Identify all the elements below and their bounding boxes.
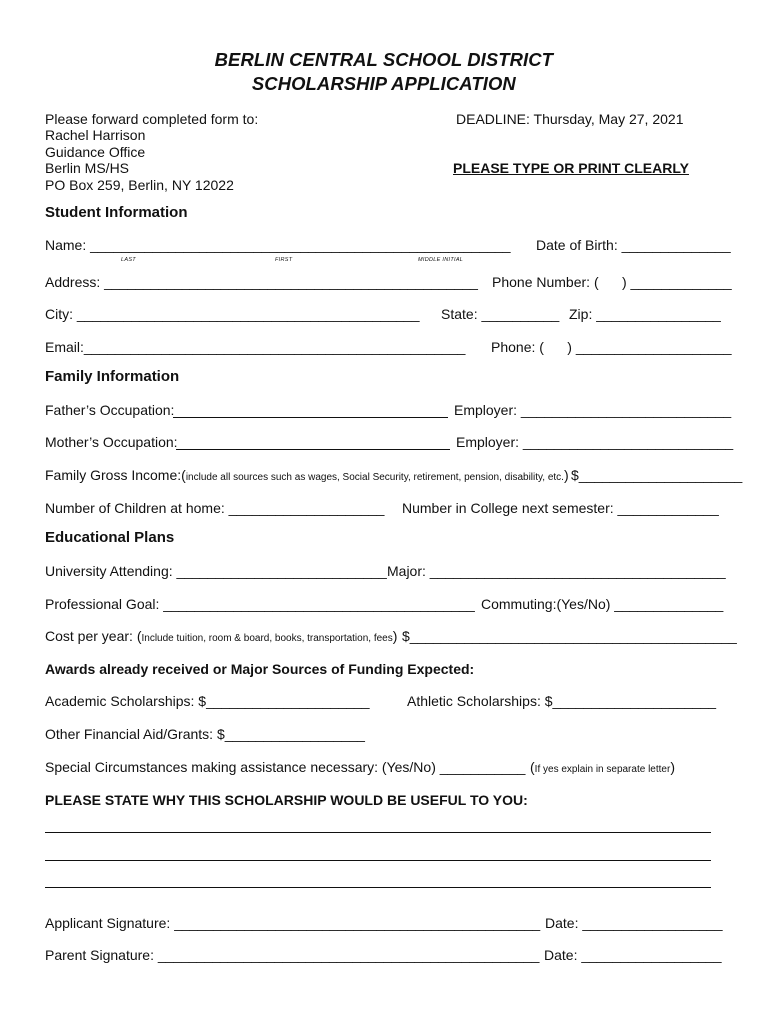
email-field[interactable]: Email:_________________________________________________ (45, 339, 466, 355)
phone-number-field[interactable]: Phone Number: ( ) _____________ (492, 274, 732, 290)
address-field[interactable]: Address: ________________________________________________ (45, 274, 478, 290)
name-sub-last: LAST (121, 257, 136, 263)
cost-per-year-field[interactable]: $__________________________________________ (402, 628, 737, 644)
major-field[interactable]: Major: ______________________________________ (387, 563, 726, 579)
athletic-scholarships-field[interactable]: Athletic Scholarships: $_____________________ (407, 693, 717, 709)
essay-heading: PLEASE STATE WHY THIS SCHOLARSHIP WOULD BE USEFUL TO YOU: (45, 792, 528, 808)
cost-per-year-label: Cost per year: ( (45, 628, 142, 644)
family-income-label: Family Gross Income:( (45, 467, 186, 483)
form-title-line2: SCHOLARSHIP APPLICATION (251, 73, 516, 94)
mother-occupation-label: Mother’s Occupation: (45, 434, 178, 450)
print-notice: PLEASE TYPE OR PRINT CLEARLY (453, 160, 689, 176)
contact-school: Berlin MS/HS (45, 160, 130, 176)
special-note-open: ( (530, 759, 535, 775)
cost-per-year-note: Include tuition, room & board, books, transportation, fees (141, 633, 393, 644)
essay-line-1[interactable] (45, 832, 711, 833)
parent-signature-field[interactable]: Parent Signature: _________________________________________________ (45, 947, 540, 963)
cost-per-year-row (45, 628, 397, 644)
name-sub-middle: MIDDLE INITIAL (418, 257, 464, 263)
forward-instruction: Please forward completed form to: (45, 111, 259, 127)
essay-line-2[interactable] (45, 860, 711, 861)
father-employer-field[interactable]: Employer: ___________________________ (454, 402, 732, 418)
family-info-heading: Family Information (45, 368, 180, 385)
academic-scholarships-field[interactable]: Academic Scholarships: $_____________________ (45, 693, 370, 709)
family-income-row (45, 467, 569, 483)
university-field[interactable]: University Attending: ___________________________ (45, 563, 387, 579)
special-note-close: ) (670, 759, 675, 775)
contact-office: Guidance Office (45, 144, 146, 160)
mother-occupation-input[interactable] (176, 449, 450, 450)
state-field[interactable]: State: __________ (441, 306, 560, 322)
cost-per-year-close: ) (392, 628, 398, 644)
applicant-signature-field[interactable]: Applicant Signature: _______________________________________________ (45, 915, 541, 931)
college-next-semester-field[interactable]: Number in College next semester: _____________ (402, 500, 719, 516)
name-field[interactable]: Name: ______________________________________________________ (45, 237, 511, 253)
children-at-home-field[interactable]: Number of Children at home: ____________________ (45, 500, 385, 516)
father-occupation-input[interactable] (173, 417, 448, 418)
family-income-field[interactable]: $_____________________ (571, 467, 743, 483)
professional-goal-field[interactable]: Professional Goal: ________________________________________ (45, 596, 475, 612)
zip-field[interactable]: Zip: ________________ (569, 306, 721, 322)
contact-po-box: PO Box 259, Berlin, NY 12022 (45, 177, 234, 193)
contact-name: Rachel Harrison (45, 127, 146, 143)
name-sub-first: FIRST (275, 257, 293, 263)
applicant-date-field[interactable]: Date: __________________ (545, 915, 723, 931)
student-info-heading: Student Information (45, 204, 188, 221)
form-title-line1: BERLIN CENTRAL SCHOOL DISTRICT (214, 49, 554, 70)
special-circumstances-note (530, 759, 675, 775)
commuting-field[interactable]: Commuting:(Yes/No) ______________ (481, 596, 724, 612)
dob-field[interactable]: Date of Birth: ______________ (536, 237, 731, 253)
other-financial-aid-field[interactable]: Other Financial Aid/Grants: $__________________ (45, 726, 365, 742)
mother-employer-field[interactable]: Employer: ___________________________ (456, 434, 734, 450)
special-circumstances-field[interactable]: Special Circumstances making assistance necessary: (Yes/No) ___________ (45, 759, 526, 775)
deadline: DEADLINE: Thursday, May 27, 2021 (456, 111, 684, 127)
special-note-text: If yes explain in separate letter (534, 764, 671, 775)
phone-field[interactable]: Phone: ( ) ____________________ (491, 339, 732, 355)
city-field[interactable]: City: ____________________________________________ (45, 306, 420, 322)
family-income-note: include all sources such as wages, Social Security, retirement, pension, disability, etc. (185, 472, 564, 483)
father-occupation-label: Father’s Occupation: (45, 402, 175, 418)
awards-heading: Awards already received or Major Sources of Funding Expected: (45, 661, 475, 677)
parent-date-field[interactable]: Date: __________________ (544, 947, 722, 963)
family-income-close: ) (563, 467, 569, 483)
educational-plans-heading: Educational Plans (45, 529, 175, 546)
essay-line-3[interactable] (45, 887, 711, 888)
